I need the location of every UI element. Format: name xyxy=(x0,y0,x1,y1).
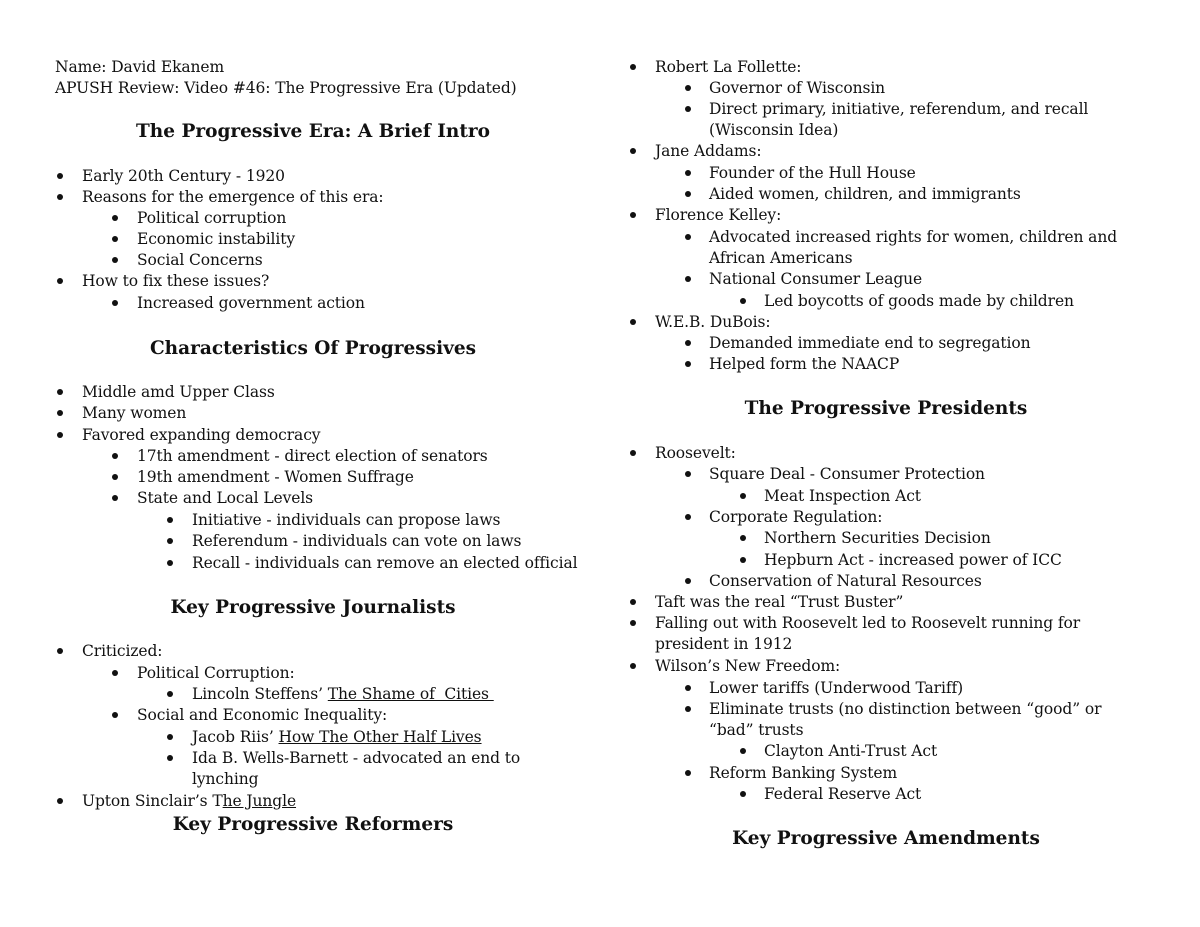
bullet xyxy=(740,748,746,754)
book-title: The Shame of Cities xyxy=(327,685,494,703)
list-item xyxy=(192,684,494,705)
list-item: Advocated increased rights for women, children and xyxy=(709,228,1118,246)
list-item: Wilson’s New Freedom: xyxy=(655,657,841,675)
bullet xyxy=(167,691,173,697)
bullet xyxy=(112,712,118,718)
list-item-continuation: president in 1912 xyxy=(655,635,793,653)
bullet xyxy=(685,191,691,197)
list-item: Taft was the real “Trust Buster” xyxy=(655,593,904,611)
list-item: State and Local Levels xyxy=(137,489,314,507)
list-item: Economic instability xyxy=(137,230,296,248)
list-item: Increased government action xyxy=(137,294,365,312)
list-item: Helped form the NAACP xyxy=(709,355,900,373)
list-item: Hepburn Act - increased power of ICC xyxy=(764,551,1062,569)
bullet xyxy=(57,278,63,284)
list-item: Eliminate trusts (no distinction between “good” or xyxy=(709,700,1102,718)
list-item: Favored expanding democracy xyxy=(82,426,321,444)
bullet xyxy=(57,648,63,654)
list-item-continuation: lynching xyxy=(192,770,259,788)
bullet xyxy=(112,474,118,480)
bullet xyxy=(57,798,63,804)
bullet xyxy=(740,535,746,541)
bullet xyxy=(167,734,173,740)
bullet xyxy=(630,599,636,605)
list-item: Political Corruption: xyxy=(137,664,295,682)
list-item: Recall - individuals can remove an elected official xyxy=(192,554,578,572)
list-item: Demanded immediate end to segregation xyxy=(709,334,1031,352)
section-heading-intro: The Progressive Era: A Brief Intro xyxy=(136,121,490,142)
bullet xyxy=(167,560,173,566)
document-title: APUSH Review: Video #46: The Progressive Era (Updated) xyxy=(55,79,517,97)
list-item: Middle amd Upper Class xyxy=(82,383,275,401)
list-item: Roosevelt: xyxy=(655,444,736,462)
bullet xyxy=(630,620,636,626)
bullet xyxy=(167,517,173,523)
list-item-continuation: (Wisconsin Idea) xyxy=(709,121,839,139)
list-item: Jane Addams: xyxy=(655,142,762,160)
list-item: W.E.B. DuBois: xyxy=(655,313,771,331)
bullet xyxy=(630,64,636,70)
list-item: Robert La Follette: xyxy=(655,58,802,76)
list-item: Falling out with Roosevelt led to Roosevelt running for xyxy=(655,614,1081,632)
bullet xyxy=(740,791,746,797)
bullet xyxy=(685,234,691,240)
book-title: he Jungle xyxy=(222,792,297,810)
list-item: Governor of Wisconsin xyxy=(709,79,886,97)
list-item: Political corruption xyxy=(137,209,287,227)
bullet xyxy=(112,670,118,676)
list-item: 17th amendment - direct election of senators xyxy=(137,447,488,465)
section-heading-characteristics: Characteristics Of Progressives xyxy=(149,338,477,359)
bullet xyxy=(685,578,691,584)
list-item: Clayton Anti-Trust Act xyxy=(764,742,938,760)
bullet xyxy=(685,514,691,520)
list-item: Meat Inspection Act xyxy=(764,487,921,505)
list-item: Initiative - individuals can propose laws xyxy=(192,511,501,529)
bullet xyxy=(740,493,746,499)
bullet xyxy=(57,432,63,438)
bullet xyxy=(167,538,173,544)
list-item: Direct primary, initiative, referendum, and recall xyxy=(709,100,1089,118)
bullet xyxy=(685,170,691,176)
list-item: How to fix these issues? xyxy=(82,272,270,290)
bullet xyxy=(112,495,118,501)
list-item: Early 20th Century - 1920 xyxy=(82,167,285,185)
list-item: Ida B. Wells-Barnett - advocated an end to xyxy=(192,749,521,767)
bullet xyxy=(685,471,691,477)
bullet xyxy=(685,85,691,91)
bullet xyxy=(740,298,746,304)
bullet xyxy=(630,450,636,456)
list-item: Social Concerns xyxy=(137,251,263,269)
bullet xyxy=(112,236,118,242)
bullet xyxy=(57,410,63,416)
list-item: Criticized: xyxy=(82,642,163,660)
bullet xyxy=(630,319,636,325)
list-item: Led boycotts of goods made by children xyxy=(764,292,1074,310)
list-item: Federal Reserve Act xyxy=(764,785,922,803)
list-item: 19th amendment - Women Suffrage xyxy=(137,468,414,486)
bullet xyxy=(630,148,636,154)
list-item: National Consumer League xyxy=(709,270,923,288)
student-name: Name: David Ekanem xyxy=(55,58,225,76)
list-item: Florence Kelley: xyxy=(655,206,782,224)
list-item: Many women xyxy=(82,404,187,422)
list-item: Lower tariffs (Underwood Tariff) xyxy=(709,679,964,697)
bullet xyxy=(57,194,63,200)
bullet xyxy=(167,755,173,761)
list-item-continuation: African Americans xyxy=(709,249,853,267)
list-item: Aided women, children, and immigrants xyxy=(709,185,1021,203)
section-heading-presidents: The Progressive Presidents xyxy=(744,398,1028,419)
bullet xyxy=(685,106,691,112)
list-item: Social and Economic Inequality: xyxy=(137,706,388,724)
list-item: Reasons for the emergence of this era: xyxy=(82,188,384,206)
list-item: Square Deal - Consumer Protection xyxy=(709,465,985,483)
list-item: Conservation of Natural Resources xyxy=(709,572,982,590)
bullet xyxy=(57,173,63,179)
bullet xyxy=(630,663,636,669)
list-item: Reform Banking System xyxy=(709,764,898,782)
list-item: Founder of the Hull House xyxy=(709,164,916,182)
bullet xyxy=(685,340,691,346)
bullet xyxy=(685,706,691,712)
bullet xyxy=(112,215,118,221)
section-heading-reformers: Key Progressive Reformers xyxy=(172,814,454,835)
book-title: How The Other Half Lives xyxy=(278,728,482,746)
bullet xyxy=(685,685,691,691)
bullet xyxy=(112,300,118,306)
section-heading-journalists: Key Progressive Journalists xyxy=(170,597,456,618)
bullet xyxy=(685,770,691,776)
bullet xyxy=(112,453,118,459)
bullet xyxy=(112,257,118,263)
list-item-text: Upton Sinclair’s T xyxy=(82,792,223,810)
bullet xyxy=(630,212,636,218)
list-item-text: Lincoln Steffens’ xyxy=(192,685,328,703)
list-item xyxy=(82,791,296,812)
list-item-continuation: “bad” trusts xyxy=(709,721,804,739)
bullet xyxy=(685,361,691,367)
bullet xyxy=(57,389,63,395)
section-heading-amendments: Key Progressive Amendments xyxy=(732,828,1040,849)
list-item: Corporate Regulation: xyxy=(709,508,883,526)
list-item-text: Jacob Riis’ xyxy=(192,728,279,746)
list-item: Northern Securities Decision xyxy=(764,529,991,547)
list-item xyxy=(192,727,482,748)
bullet xyxy=(740,557,746,563)
bullet xyxy=(685,276,691,282)
list-item: Referendum - individuals can vote on laws xyxy=(192,532,522,550)
